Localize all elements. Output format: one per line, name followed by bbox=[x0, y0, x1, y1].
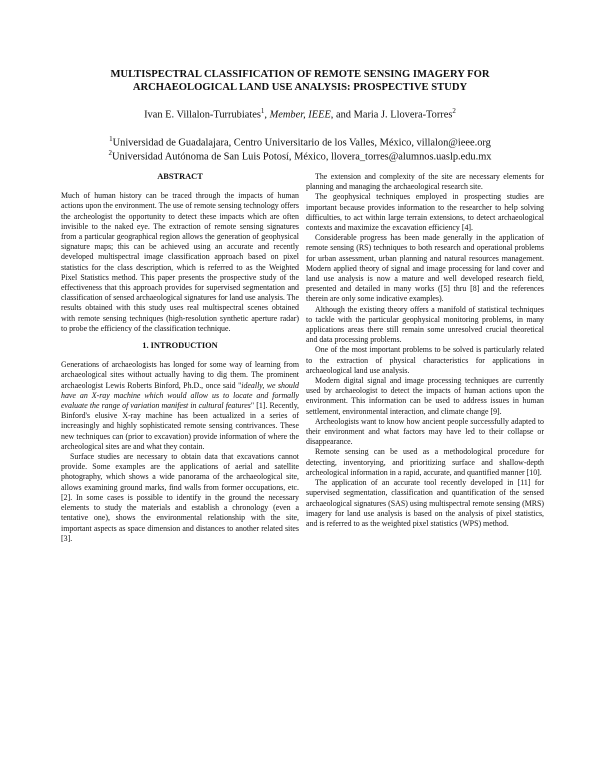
binford-quote: ideally, we should have an X-ray machine which would allow us to locate and formally evaluate the range of variation manifest in cultural features bbox=[61, 380, 300, 411]
right-column bbox=[306, 172, 544, 529]
author-1-name: Ivan E. Villalon-Turrubiates bbox=[144, 109, 261, 121]
author-1-role: Member, IEEE bbox=[269, 109, 331, 121]
intro-paragraph-8: Modern digital signal and image processing techniques are currently used by archaeologist to detect the impacts of human actions upon the environment. This information can be used to address issues in human settlement, environmental interaction, and climate change [9]. bbox=[306, 376, 544, 416]
intro-paragraph-6: Although the existing theory offers a manifold of statistical techniques to tackle with the particular geophysical monitoring problems, in many applications areas there still remain some unresolved crucial theoretical and data processing problems. bbox=[306, 304, 544, 345]
affiliation-1 bbox=[60, 135, 540, 148]
introduction-heading: 1. INTRODUCTION bbox=[142, 341, 218, 351]
paper-title: MULTISPECTRAL CLASSIFICATION OF REMOTE SENSING IMAGERY FOR ARCHAEOLOGICAL LAND USE ANALYSIS: PROSPECTIVE STUDY bbox=[110, 69, 490, 93]
affiliation-2-superscript: 2 bbox=[108, 149, 112, 157]
affiliation-1-text: Universidad de Guadalajara, Centro Universitario de los Valles, México, villalon@ieee.org bbox=[112, 137, 491, 149]
abstract-heading: ABSTRACT bbox=[157, 172, 203, 181]
author-1-superscript: 1 bbox=[260, 107, 265, 115]
author-2-name: Maria J. Llovera-Torres bbox=[353, 109, 453, 121]
intro-paragraph-4: The geophysical techniques employed in prospecting studies are important because provides information to the researcher to help solving difficulties, to act within large terrain extensions, to detect archaeological contexts and maximize the excavation efficiency [4]. bbox=[306, 192, 544, 233]
author-and: , and bbox=[330, 109, 351, 121]
left-column bbox=[61, 172, 299, 544]
abstract-text: Much of human history can be traced through the impacts of human actions upon the environment. The use of remote sensing technology offers the archeologist the opportunity to detect these impacts which are often invisible to the naked eye. The extraction of remote sensing signatures from a particular geographical region allows the generation of geophysical signature maps; this can be achieved using an accurate and recently developed multispectral image classification approach based on pixel statistics for the class description, which is referred to as the Weighted Pixel Statistics method. This paper presents the prospective study of the effectiveness that this approach provides for supervised segmentation and classification of sensed archaeological signatures for land use analysis. The results obtained with this study uses real multispectral scenes obtained with remote sensing techniques (high-resolution synthetic aperture radar) to probe the efficiency of the classification technique. bbox=[61, 191, 299, 333]
intro-paragraph-2: Surface studies are necessary to obtain data that excavations cannot provide. Some examples are the applications of aerial and satellite photography, which shows a wide panorama of the archaeological site, allows examining ground marks, find walls from former occupations, etc. [2]. In some cases is possible to identify in the ground the necessary elements to study the materials and establish a chronology (even a tentative one), shows the environmental relationship with the site, important aspects as space dimension and distances to another related sites [3]. bbox=[61, 452, 299, 543]
intro-paragraph-5: Considerable progress has been made generally in the application of remote sensing (RS) techniques to both research and operational problems for urban assessment, urban planning and natural resources management. Modern applied theory of signal and image processing for land cover and land use analysis is now a mature and well developed research field, presented and detailed in many works ([5] thru [8] and the references therein are only some indicative examples). bbox=[306, 233, 544, 304]
affiliation-1-superscript: 1 bbox=[109, 135, 113, 143]
intro-paragraph-11: The application of an accurate tool recently developed in [11] for supervised segmentation, classification and quantification of the sensed archaeological signatures (SAS) using multispectral remote sensing (MRS) imagery for land use analysis is based on the analysis of pixel statistics, and is referred to as the weighted pixel statistics (WPS) method. bbox=[306, 478, 544, 528]
intro-paragraph-7: One of the most important problems to be solved is particularly related to the extraction of physical characteristics for applications in archaeological land use analysis. bbox=[306, 345, 544, 375]
intro-paragraph-9: Archeologists want to know how ancient people successfully adapted to their environment and what factors may have led to their collapse or disappearance. bbox=[306, 416, 544, 447]
author-line: Ivan E. Villalon-Turrubiates$^1$, Member, IEEE, and Maria J. Llovera-Torres$^2$ bbox=[144, 107, 456, 121]
intro-paragraph-10: Remote sensing can be used as a methodological procedure for detecting, inventorying, and prioritizing surface and shallow-depth archeological information in a rapid, accurate, and quantified manner [10]. bbox=[306, 447, 544, 477]
intro-paragraph-1: Generations of archaeologists has longed for some way of learning from archaeological sites without actually having to dig them. The prominent archaeologist Lewis Roberts Binford, Ph.D., once said "ideally, we should have an X-ray machine which would allow us to locate and formally evaluate the range of variation manifest in cultural features" [1]. Recently, Binford's elusive X-ray machine has been actualized in a series of increasingly and highly sophisticated remote sensing contrivances. These new techniques can (prior to excavation) provide information of where the archeological sites are and what they contain. bbox=[61, 360, 300, 451]
intro-paragraph-3: The extension and complexity of the site are necessary elements for planning and managing the archaeological research site. bbox=[306, 172, 544, 192]
affiliation-2 bbox=[60, 149, 540, 162]
affiliation-2-text: Universidad Autónoma de San Luis Potosí, México, llovera_torres@alumnos.uaslp.edu.mx bbox=[111, 151, 492, 163]
author-2-superscript: 2 bbox=[452, 107, 456, 115]
